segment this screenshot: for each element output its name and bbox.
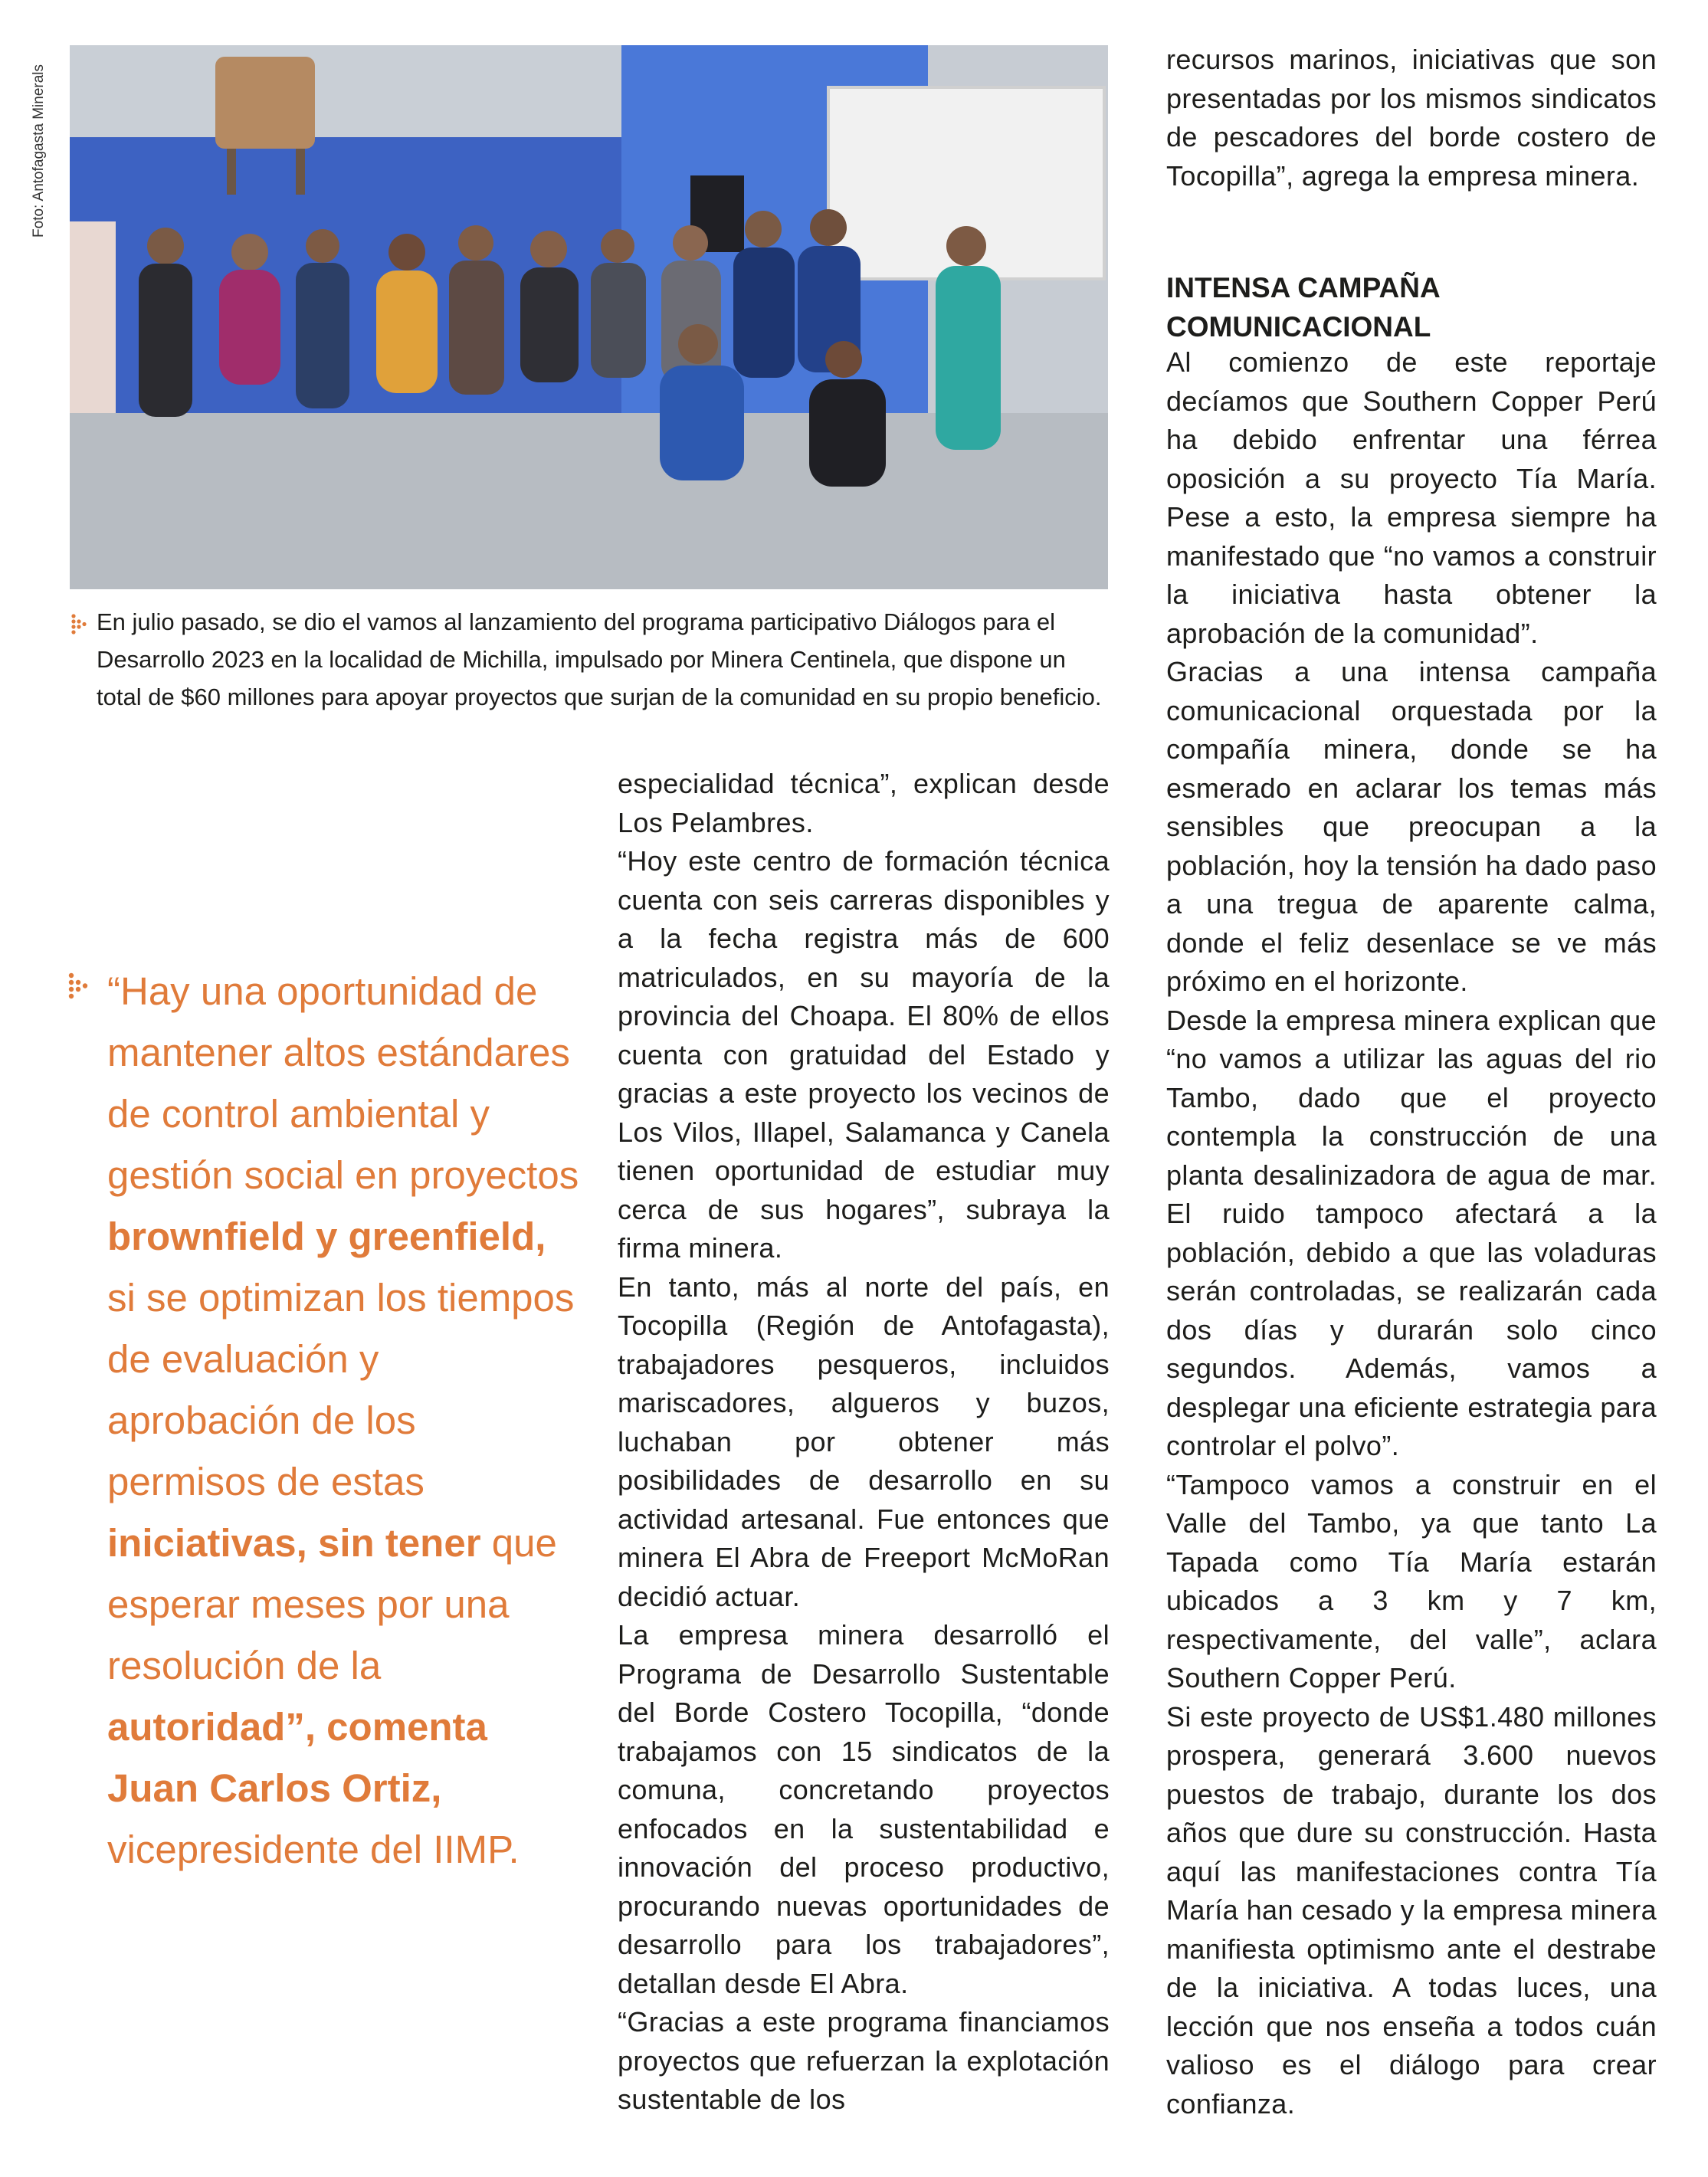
section-heading: INTENSA CAMPAÑA COMUNICACIONAL [1166,272,1440,343]
paragraph: Desde la empresa minera explican que “no vamos a utilizar las aguas del rio Tambo, dado que el proyecto contempla la construcción de una planta desalinizadora de agua de mar. El ruido tampoco afectará a la población, debido a que las voladuras serán controladas, se realizarán cada dos días y durarán solo cinco segundos. Además, vamos a desplegar una eficiente estrategia para controlar el polvo”. [1166,1004,1657,1461]
pull-quote [107,961,582,1880]
pull-quote-text: que esperar meses por una resolución de la [107,1521,557,1687]
pull-quote-text: si se optimizan los tiempos de evaluación y aprobación de los permisos de estas [107,1276,575,1503]
pull-quote-bold: brownfield y greenfield, [107,1215,546,1258]
photo-credit: Foto: Antofagasta Minerals [31,64,47,238]
pull-quote-text: “Hay una oportunidad de mantener altos estándares de control ambiental y gestión social en proyectos [107,969,579,1197]
article-column-right-top [1166,41,1657,195]
quote-bullet-icon [67,972,98,1002]
paragraph: En tanto, más al norte del país, en Tocopilla (Región de Antofagasta), trabajadores pesqueros, incluidos mariscadores, algueros y buzos, luchaban por obtener más posibilidades de desarrollo en su actividad artesanal. Fue entonces que minera El Abra de Freeport McMoRan decidió actuar. [618,1270,1110,1612]
paragraph: Gracias a una intensa campaña comunicacional orquestada por la compañía minera, donde se ha esmerado en aclarar los temas más sensibles que preocupan a la población, hoy la tensión ha dado paso a una tregua de aparente calma, donde el feliz desenlace se ve más próximo en el horizonte. [1166,656,1657,997]
photo-caption: En julio pasado, se dio el vamos al lanzamiento del programa participativo Diálogos para el Desarrollo 2023 en la localidad de Michilla, impulsado por Minera Centinela, que dispone un total de $60 millones para apoyar proyectos que surjan de la comunidad en su propio beneficio. [97,608,1102,710]
article-column-right [1166,343,1657,2123]
paragraph: recursos marinos, iniciativas que son presentadas por los mismos sindicatos de pescadores del borde costero de Tocopilla”, agrega la empresa minera. [1166,44,1657,192]
paragraph: La empresa minera desarrolló el Programa de Desarrollo Sustentable del Borde Costero Tocopilla, “donde trabajamos con 15 sindicatos de la comuna, concretando proyectos enfocados en la sustentabilidad e innovación del proceso productivo, procurando nuevas oportunidades de desarrollo para los trabajadores”, detallan desde El Abra. [618,1619,1110,1999]
paragraph: “Tampoco vamos a construir en el Valle del Tambo, ya que tanto La Tapada como Tía María estarán ubicados a 3 km y 7 km, respectivamente, del valle”, aclara Southern Copper Perú. [1166,1468,1657,1693]
pull-quote-text: vicepresidente del IIMP. [107,1828,520,1871]
pull-quote-bold: iniciativas, sin tener [107,1521,481,1565]
paragraph: especialidad técnica”, explican desde Los Pelambres. [618,768,1110,838]
group-photo [70,45,1108,589]
paragraph: “Gracias a este programa financiamos proyectos que refuerzan la explotación sustentable de los [618,2006,1110,2115]
article-column-middle [618,765,1110,2120]
pull-quote-bold: autoridad”, comenta Juan Carlos Ortiz, [107,1705,487,1810]
paragraph: “Hoy este centro de formación técnica cuenta con seis carreras disponibles y a la fecha registra más de 600 matriculados, en su mayoría de la provincia del Choapa. El 80% de ellos cuenta con gratuidad del Estado y gracias a este proyecto los vecinos de Los Vilos, Illapel, Salamanca y Canela tienen oportunidad de estudiar muy cerca de sus hogares”, subraya la firma minera. [618,845,1110,1264]
paragraph: Si este proyecto de US$1.480 millones prospera, generará 3.600 nuevos puestos de trabajo, durante los dos años que dure su construcción. Hasta aquí las manifestaciones contra Tía María han cesado y la empresa minera manifiesta optimismo ante el destrabe de la iniciativa. A todas luces, una lección que nos enseña a todos cuán valioso es el diálogo para crear confianza. [1166,1700,1657,2120]
paragraph: Al comienzo de este reportaje decíamos que Southern Copper Perú ha debido enfrentar una férrea oposición a su proyecto Tía María. Pese a esto, la empresa siempre ha manifestado que “no vamos a construir la iniciativa hasta obtener la aprobación de la comunidad”. [1166,346,1657,649]
caption-bullet-icon [70,613,93,636]
